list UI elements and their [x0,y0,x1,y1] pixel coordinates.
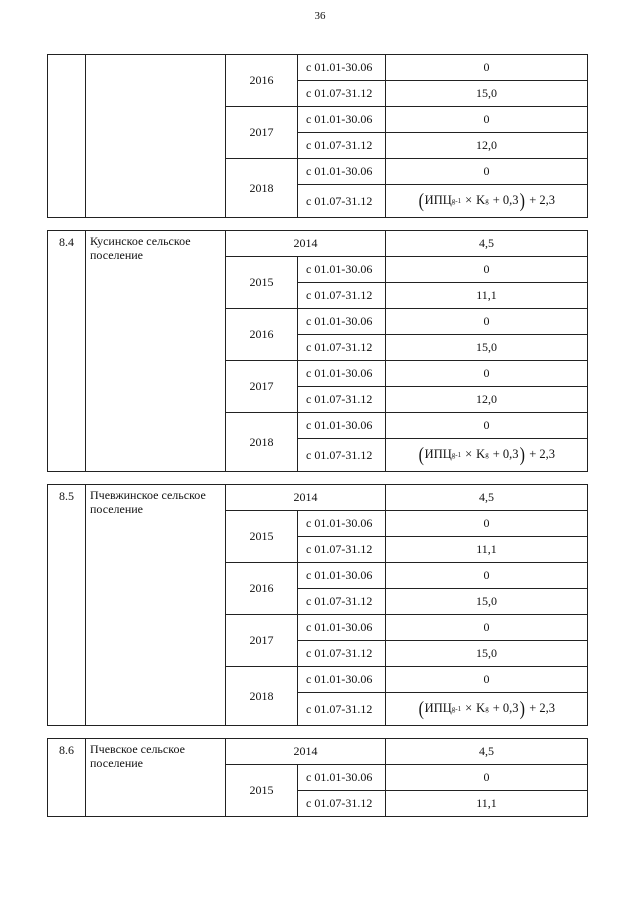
year-cell: 2015 [226,511,298,563]
value-first-half: 0 [386,159,588,185]
period-second-half: с 01.07-31.12 [298,439,386,472]
value-second-half: 15,0 [386,589,588,615]
formula-cell [386,185,588,218]
year-2014: 2014 [226,231,386,257]
tariff-formula [418,443,555,466]
plus-inner: + 0,3 [492,193,519,207]
value-2014: 4,5 [386,739,588,765]
year-cell: 2017 [226,361,298,413]
period-second-half: с 01.07-31.12 [298,283,386,309]
value-second-half: 12,0 [386,133,588,159]
left-paren: ( [418,697,425,720]
k-subscript: g [485,196,489,205]
period-second-half: с 01.07-31.12 [298,133,386,159]
times-sign: × [465,701,473,715]
period-second-half: с 01.07-31.12 [298,791,386,817]
k-symbol: K [476,447,486,461]
value-first-half: 0 [386,107,588,133]
period-second-half: с 01.07-31.12 [298,387,386,413]
ipc-subscript: g-1 [451,704,462,713]
tariff-table [47,54,587,829]
year-2014: 2014 [226,739,386,765]
settlement-block [47,738,588,817]
period-first-half: с 01.01-30.06 [298,413,386,439]
year-2014: 2014 [226,485,386,511]
right-paren: ) [519,443,525,466]
value-second-half: 15,0 [386,81,588,107]
item-number: 8.5 [48,485,86,726]
plus-outer: + 2,3 [529,447,555,461]
value-second-half: 11,1 [386,791,588,817]
year-cell: 2015 [226,257,298,309]
value-2014: 4,5 [386,231,588,257]
ipc-symbol: ИПЦ [424,701,452,715]
left-paren: ( [418,189,425,212]
period-first-half: с 01.01-30.06 [298,361,386,387]
right-paren: ) [519,697,525,720]
settlement-name: Пчевжинское сельское поселение [86,485,226,726]
value-second-half: 11,1 [386,537,588,563]
page-number: 36 [314,10,326,22]
ipc-symbol: ИПЦ [424,193,452,207]
table-row [48,55,588,81]
table-row [48,739,588,765]
item-number [48,55,86,218]
value-first-half: 0 [386,257,588,283]
value-second-half: 15,0 [386,335,588,361]
value-first-half: 0 [386,361,588,387]
plus-inner: + 0,3 [492,447,519,461]
value-first-half: 0 [386,309,588,335]
formula-cell [386,439,588,472]
period-first-half: с 01.01-30.06 [298,309,386,335]
k-symbol: K [476,193,486,207]
period-first-half: с 01.01-30.06 [298,107,386,133]
tariff-formula [418,189,555,212]
year-cell: 2017 [226,107,298,159]
period-first-half: с 01.01-30.06 [298,159,386,185]
times-sign: × [465,193,473,207]
period-second-half: с 01.07-31.12 [298,335,386,361]
period-second-half: с 01.07-31.12 [298,589,386,615]
value-first-half: 0 [386,667,588,693]
year-cell: 2016 [226,55,298,107]
settlement-block [47,484,588,726]
k-subscript: g [485,450,489,459]
value-first-half: 0 [386,615,588,641]
ipc-subscript: g-1 [451,196,462,205]
year-cell: 2018 [226,667,298,726]
period-first-half: с 01.01-30.06 [298,511,386,537]
value-first-half: 0 [386,563,588,589]
period-first-half: с 01.01-30.06 [298,765,386,791]
k-subscript: g [485,704,489,713]
period-second-half: с 01.07-31.12 [298,81,386,107]
formula-cell [386,693,588,726]
value-first-half: 0 [386,511,588,537]
period-first-half: с 01.01-30.06 [298,667,386,693]
settlement-name [86,55,226,218]
item-number: 8.4 [48,231,86,472]
plus-outer: + 2,3 [529,701,555,715]
period-second-half: с 01.07-31.12 [298,185,386,218]
period-first-half: с 01.01-30.06 [298,257,386,283]
value-2014: 4,5 [386,485,588,511]
period-second-half: с 01.07-31.12 [298,641,386,667]
tariff-formula [418,697,555,720]
left-paren: ( [418,443,425,466]
period-second-half: с 01.07-31.12 [298,537,386,563]
value-first-half: 0 [386,765,588,791]
value-second-half: 12,0 [386,387,588,413]
table-row [48,231,588,257]
year-cell: 2017 [226,615,298,667]
table-row [48,485,588,511]
times-sign: × [465,447,473,461]
settlement-name: Пчевское сельское поселение [86,739,226,817]
settlement-block [47,54,588,218]
year-cell: 2018 [226,413,298,472]
plus-inner: + 0,3 [492,701,519,715]
item-number: 8.6 [48,739,86,817]
year-cell: 2015 [226,765,298,817]
year-cell: 2016 [226,309,298,361]
period-first-half: с 01.01-30.06 [298,55,386,81]
settlement-block [47,230,588,472]
year-cell: 2018 [226,159,298,218]
value-first-half: 0 [386,413,588,439]
right-paren: ) [519,189,525,212]
ipc-subscript: g-1 [451,450,462,459]
period-first-half: с 01.01-30.06 [298,563,386,589]
value-first-half: 0 [386,55,588,81]
settlement-name: Кусинское сельское поселение [86,231,226,472]
plus-outer: + 2,3 [529,193,555,207]
period-first-half: с 01.01-30.06 [298,615,386,641]
value-second-half: 15,0 [386,641,588,667]
ipc-symbol: ИПЦ [424,447,452,461]
k-symbol: K [476,701,486,715]
year-cell: 2016 [226,563,298,615]
period-second-half: с 01.07-31.12 [298,693,386,726]
value-second-half: 11,1 [386,283,588,309]
